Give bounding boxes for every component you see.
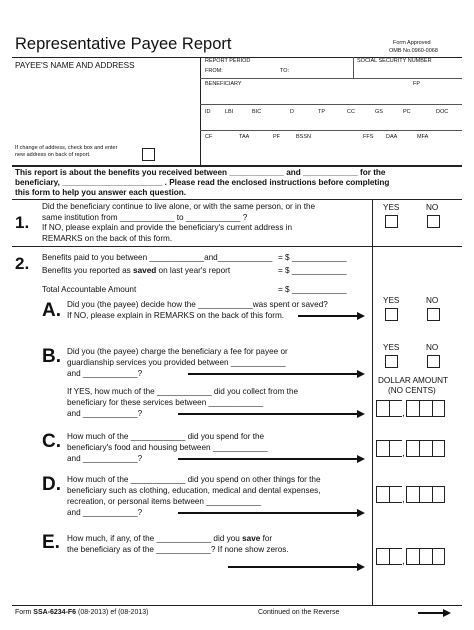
qa-yes-checkbox[interactable] — [385, 308, 398, 321]
no-cents-label: (NO CENTS) — [388, 386, 436, 395]
fp-label: FP — [413, 81, 421, 87]
beneficiary-rule — [200, 104, 462, 105]
from-label: FROM: — [205, 68, 223, 74]
q1-yes-label: YES — [383, 203, 400, 212]
code-bssn: BSSN — [296, 134, 311, 140]
code-pf: PF — [273, 134, 281, 140]
to-label: TO: — [280, 68, 290, 74]
code-d: D — [290, 109, 294, 115]
qb-yes-label: YES — [383, 343, 400, 352]
total-accountable-amount[interactable]: = $ ____________ — [278, 285, 347, 294]
intro-line-3: this form to help you answer each question. — [15, 188, 187, 197]
question-b-followup-arrow — [178, 413, 358, 415]
question-1-number: 1. — [15, 213, 30, 232]
code-bic: BIC — [252, 109, 262, 115]
benefits-paid-amount[interactable]: = $ ____________ — [278, 253, 347, 262]
code-taa: TAA — [239, 134, 250, 140]
period-rule — [200, 78, 462, 79]
q1-no-label: NO — [426, 203, 439, 212]
qd-dollar-amount-input[interactable] — [376, 486, 445, 503]
qc-dollar-amount-input[interactable] — [376, 440, 445, 457]
qe-dollar-amount-input[interactable] — [376, 548, 445, 565]
question-a-text: Did you (the payee) decide how the ____________was spent or saved? If NO, please explain in REMARKS on the back of this form. — [67, 300, 328, 320]
ssn-label: SOCIAL SECURITY NUMBER — [357, 58, 432, 64]
qb-yes-checkbox[interactable] — [385, 355, 398, 368]
change-address-checkbox[interactable] — [142, 148, 155, 161]
codes-rule — [200, 130, 462, 131]
q1-top-rule — [12, 199, 462, 200]
question-a-arrow — [298, 315, 358, 317]
question-b-text: Did you (the payee) charge the beneficiary a fee for payee or guardianship services you provided between ____________ and ____________? — [67, 347, 288, 378]
qb-dollar-amount-input[interactable] — [376, 400, 445, 417]
form-title: Representative Payee Report — [15, 35, 232, 53]
question-c-text: How much of the ____________ did you spend for the beneficiary's food and housing between ____________ and ____________? — [67, 432, 268, 463]
report-period-label: REPORT PERIOD — [205, 58, 251, 64]
code-doc: DOC — [436, 109, 449, 115]
question-b-arrow — [188, 373, 358, 375]
question-d-text: How much of the ____________ did you spend on other things for the beneficiary such as clothing, education, medical and dental expenses, recreation, or personal items between ____________ and ____________? — [67, 475, 321, 517]
question-c-arrow — [178, 458, 358, 460]
q1-no-checkbox[interactable] — [427, 215, 440, 228]
question-a-letter: A. — [42, 300, 61, 321]
question-e-text: How much, if any, of the ____________ did you save for the beneficiary as of the ____________? If none show zeros. — [67, 534, 289, 554]
code-cf: CF — [205, 134, 213, 140]
intro-line-1: This report is about the benefits you received between ____________ and ____________ for the — [15, 168, 386, 177]
omb-number: OMB No.0960-0068 — [389, 48, 438, 54]
question-b-letter: B. — [42, 346, 61, 367]
form-approved-text: Form Approved — [393, 40, 431, 46]
q2-top-rule — [12, 246, 462, 247]
code-tp: TP — [318, 109, 326, 115]
qb-no-checkbox[interactable] — [427, 355, 440, 368]
code-ffs: FFS — [363, 134, 374, 140]
qb-no-label: NO — [426, 343, 439, 352]
header-divider — [200, 57, 201, 165]
q1-yes-checkbox[interactable] — [385, 215, 398, 228]
dollar-amount-label: DOLLAR AMOUNT — [378, 376, 449, 385]
form-number: Form SSA-6234-F6 (08-2013) ef (08-2013) — [15, 609, 149, 616]
question-e-arrow — [228, 566, 358, 568]
question-e-letter: E. — [42, 532, 60, 553]
intro-top-rule — [12, 165, 462, 167]
payee-name-address-label: PAYEE'S NAME AND ADDRESS — [15, 61, 135, 70]
benefits-saved-amount[interactable]: = $ ____________ — [278, 266, 347, 275]
code-daa: DAA — [386, 134, 398, 140]
continued-on-reverse: Continued on the Reverse — [258, 609, 340, 616]
total-accountable-label: Total Accountable Amount — [42, 285, 137, 294]
change-address-text: If change of address, check box and enter new address on back of report. — [15, 145, 118, 158]
question-d-arrow — [178, 512, 358, 514]
ssn-divider — [353, 57, 354, 78]
question-d-letter: D. — [42, 474, 61, 495]
code-cc: CC — [347, 109, 355, 115]
beneficiary-label: BENEFICIARY — [205, 81, 242, 87]
code-pc: PC — [403, 109, 411, 115]
intro-line-2: beneficiary, ______________________ . Please read the enclosed instructions before completing — [15, 178, 390, 187]
question-2-number: 2. — [15, 254, 30, 273]
answer-column-divider — [372, 199, 373, 605]
qa-no-label: NO — [426, 296, 439, 305]
code-id: ID — [205, 109, 211, 115]
qa-yes-label: YES — [383, 296, 400, 305]
question-b-followup: If YES, how much of the ____________ did you collect from the beneficiary for these services between ____________ and ____________? — [67, 387, 299, 418]
question-c-letter: C. — [42, 431, 61, 452]
footer-rule — [12, 605, 462, 606]
code-mfa: MFA — [417, 134, 429, 140]
code-gs: GS — [375, 109, 383, 115]
continued-arrow — [418, 612, 444, 614]
code-lbi: LBI — [225, 109, 234, 115]
benefits-saved-label: Benefits you reported as saved on last year's report — [42, 266, 231, 275]
qa-no-checkbox[interactable] — [427, 308, 440, 321]
question-1-text: Did the beneficiary continue to live alone, or with the same person, or in the same institution from ____________ to ____________ ? If NO, please explain and provide the beneficiary's current address in REMARKS on the back of this form. — [42, 202, 316, 243]
benefits-paid-label: Benefits paid to you between ____________and____________ — [42, 253, 273, 262]
